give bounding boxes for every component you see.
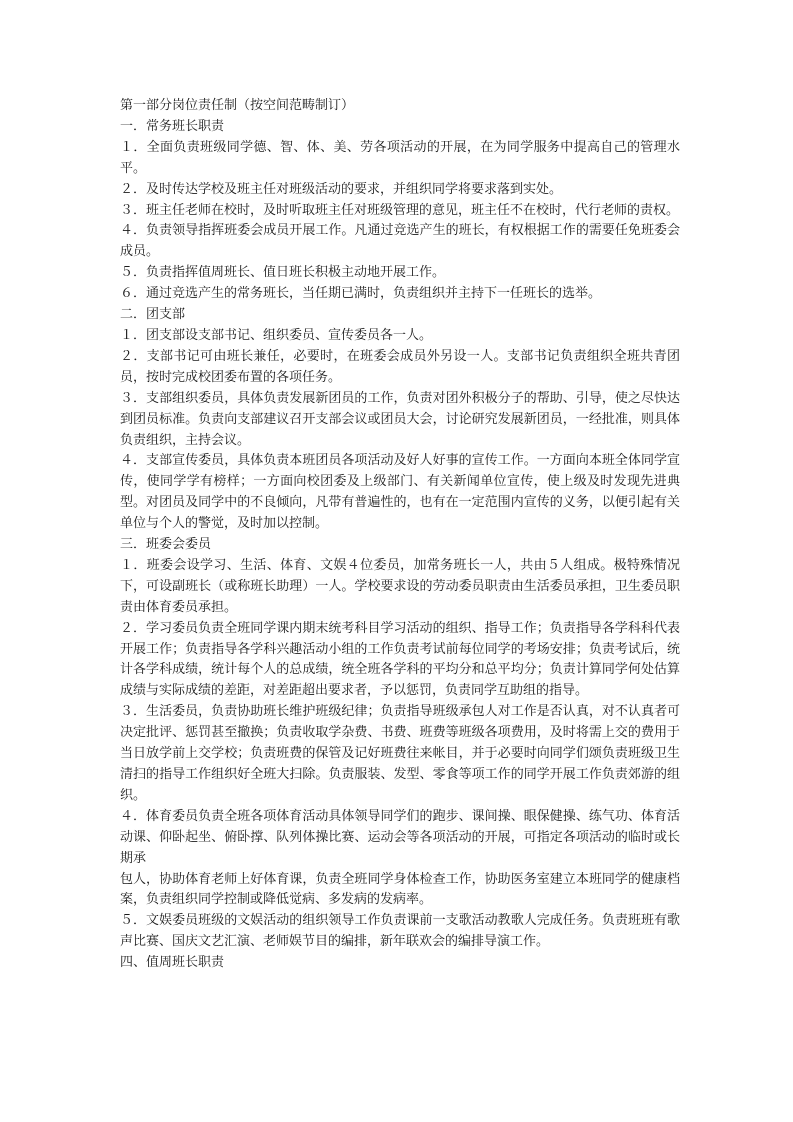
paragraph: ４．体育委员负责全班各项体育活动具体领导同学们的跑步、课间操、眼保健操、练气功、体育活动课、仰卧起坐、俯卧撑、队列体操比赛、运动会等各项活动的开展，可指定各项活动的临时或长期承 <box>120 808 680 866</box>
paragraph: １．全面负责班级同学德、智、体、美、劳各项活动的开展，在为同学服务中提高自己的管理水平。 <box>120 139 680 176</box>
paragraph: ３．班主任老师在校时，及时听取班主任对班级管理的意见，班主任不在校时，代行老师的责权。 <box>120 202 680 218</box>
paragraph: ５．负责指挥值周班长、值日班长积极主动地开展工作。 <box>120 265 446 281</box>
section-heading-1: 一．常务班长职责 <box>120 118 225 134</box>
paragraph: ４．支部宣传委员，具体负责本班团员各项活动及好人好事的宣传工作。一方面向本班全体同学宣传，使同学学有榜样；一方面向校团委及上级部门、有关新闻单位宣传，使上级及时发现先进典型。对团员及同学中的不良倾向，凡带有普遍性的，也有在一定范围内宣传的义务，以便引起有关单位与个人的警觉，及时加以控制。 <box>120 453 680 532</box>
paragraph: ５．文娱委员班级的文娱活动的组织领导工作负责课前一支歌活动教歌人完成任务。负责班班有歌声比赛、国庆文艺汇演、老师娱节目的编排，新年联欢会的编排导演工作。 <box>120 913 680 950</box>
paragraph: ２．学习委员负责全班同学课内期末统考科目学习活动的组织、指导工作；负责指导各学科科代表开展工作；负责指导各学科兴趣活动小组的工作负责考试前每位同学的考场安排；负责考试后，统计各学科成绩，统计每个人的总成绩，统全班各学科的平均分和总平均分；负责计算同学何处估算成绩与实际成绩的差距，对差距超出要求者，予以惩罚，负责同学互助组的指导。 <box>120 620 680 699</box>
paragraph: ４．负责领导指挥班委会成员开展工作。凡通过竞选产生的班长，有权根据工作的需要任免班委会成员。 <box>120 223 680 260</box>
paragraph: ２．及时传达学校及班主任对班级活动的要求，并组织同学将要求落到实处。 <box>120 181 563 197</box>
document-body <box>120 96 680 974</box>
document-title: 第一部分岗位责任制（按空间范畴制订） <box>120 98 355 113</box>
paragraph: ２．支部书记可由班长兼任，必要时，在班委会成员外另设一人。支部书记负责组织全班共青团员，按时完成校团委布置的各项任务。 <box>120 348 680 385</box>
paragraph: １．班委会设学习、生活、体育、文娱４位委员，加常务班长一人，共由５人组成。极特殊情况下，可设副班长（或称班长助理）一人。学校要求设的劳动委员职责由生活委员承担，卫生委员职责由体育委员承担。 <box>120 557 680 615</box>
section-heading-3: 三．班委会委员 <box>120 537 212 553</box>
paragraph: ３．支部组织委员，具体负责发展新团员的工作，负责对团外积极分子的帮助、引导，使之尽快达到团员标准。负责向支部建议召开支部会议或团员大会，讨论研究发展新团员，一经批准，则具体负责组织，主持会议。 <box>120 390 680 448</box>
section-heading-4: 四、值周班长职责 <box>120 955 225 971</box>
paragraph: １．团支部设支部书记、组织委员、宣传委员各一人。 <box>120 327 433 343</box>
section-heading-2: 二．团支部 <box>120 307 186 323</box>
paragraph: ３．生活委员，负责协助班长维护班级纪律；负责指导班级承包人对工作是否认真，对不认真者可决定批评、惩罚甚至撤换；负责收取学杂费、书费、班费等班级各项费用，及时将需上交的费用于当日放学前上交学校；负责班费的保管及记好班费往来帐目，并于必要时向同学们颂负责班级卫生清扫的指导工作组织好全班大扫除。负责服装、发型、零食等项工作的同学开展工作负责郊游的组织。 <box>120 704 680 803</box>
paragraph: ６．通过竞选产生的常务班长，当任期已满时，负责组织并主持下一任班长的选举。 <box>120 286 602 302</box>
paragraph: 包人，协助体育老师上好体育课，负责全班同学身体检查工作，协助医务室建立本班同学的健康档案，负责组织同学控制或降低觉病、多发病的发病率。 <box>120 871 680 908</box>
